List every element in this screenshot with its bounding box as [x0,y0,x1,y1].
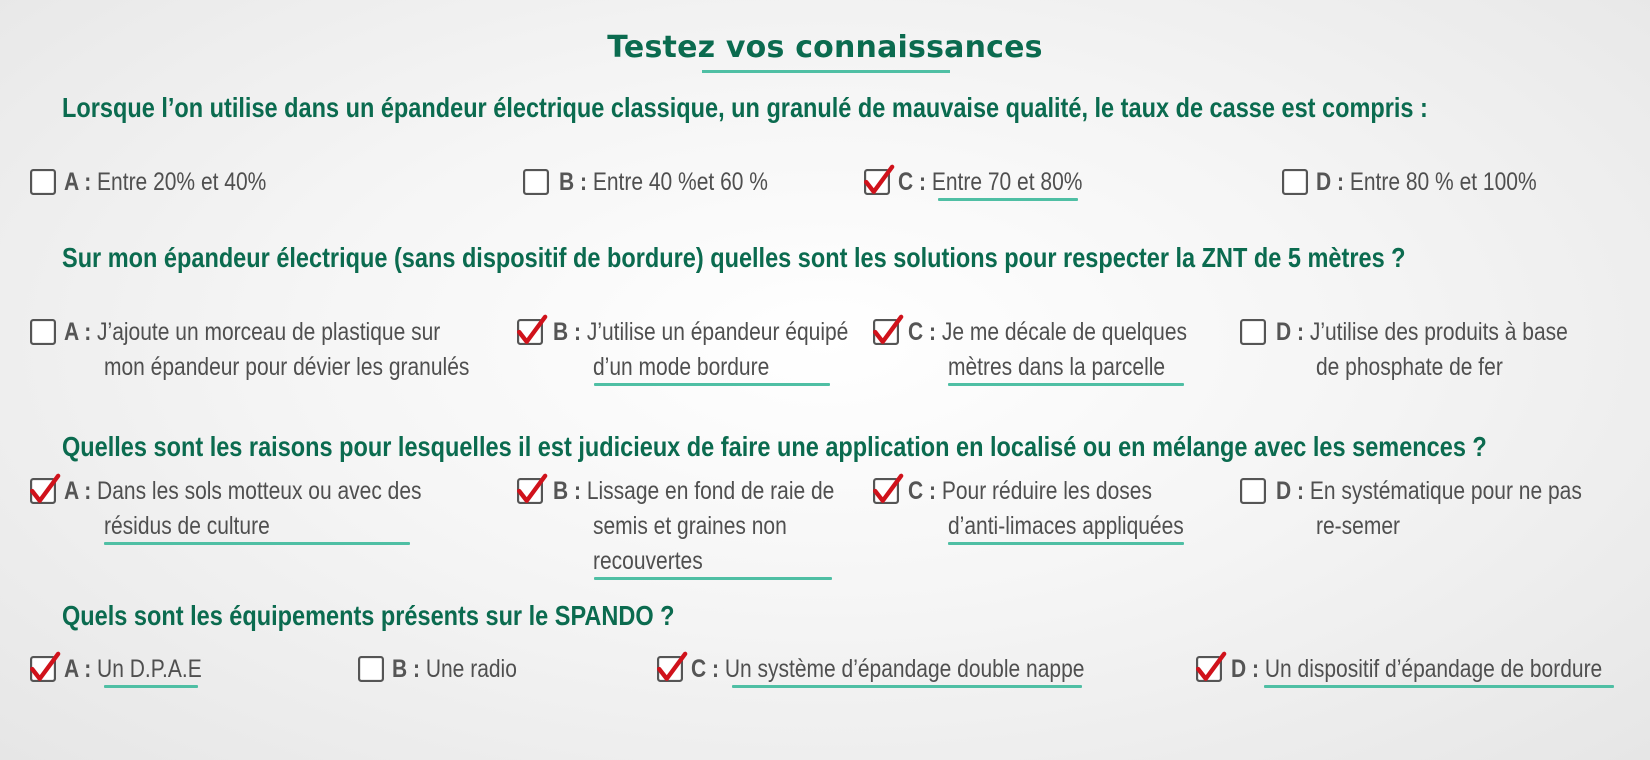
option-text-line: En systématique pour ne pas [1309,477,1582,505]
q3-option-b[interactable] [553,474,834,579]
page-title: Testez vos connaissances [607,30,1043,65]
option-text-line: re-semer [1315,512,1401,540]
option-text-line: mètres dans la parcelle [947,353,1166,381]
question-1-text: Lorsque l’on utilise dans un épandeur électrique classique, un granulé de mauvaise qualité, le taux de casse est compris : [62,92,1428,123]
unchecked-checkbox-icon[interactable] [1240,319,1264,343]
option-letter: D : [1231,655,1265,683]
q1-option-b[interactable] [559,165,768,200]
option-text-line: J’utilise un épandeur équipé [586,318,849,346]
question-3-text: Quelles sont les raisons pour lesquelles il est judicieux de faire une application en localisé ou en mélange avec les semences ? [62,431,1487,462]
q4-option-c[interactable] [691,652,1084,687]
answer-underline [1264,685,1614,688]
option-text-line: de phosphate de fer [1315,353,1503,381]
question-4-text: Quels sont les équipements présents sur le SPANDO ? [62,600,675,631]
q2-option-d[interactable] [1276,315,1568,385]
option-text-line: recouvertes [592,547,703,575]
option-text-line: Pour réduire les doses [941,477,1152,505]
option-letter: A : [64,477,98,505]
option-text-line: Entre 80 % et 100% [1349,168,1537,196]
option-text-line: Un D.P.A.E [97,655,202,683]
option-text-line: d’anti-limaces appliquées [947,512,1184,540]
q3-option-d[interactable] [1276,474,1582,544]
option-letter: B : [553,477,587,505]
unchecked-checkbox-icon[interactable] [30,169,54,193]
option-text-line: semis et graines non [592,512,787,540]
answer-underline [594,577,832,580]
unchecked-checkbox-icon[interactable] [358,656,382,680]
option-letter: C : [908,477,942,505]
answer-underline [948,383,1184,386]
option-text-line: Entre 20% et 40% [97,168,267,196]
unchecked-checkbox-icon[interactable] [523,169,547,193]
checked-checkbox-icon[interactable] [30,478,54,502]
option-text-line: J’ajoute un morceau de plastique sur [97,318,441,346]
q2-option-a[interactable] [64,315,469,385]
q2-option-c[interactable] [908,315,1187,385]
option-letter: C : [691,655,725,683]
checked-checkbox-icon[interactable] [864,169,888,193]
option-letter: A : [64,168,98,196]
option-text-line: Dans les sols motteux ou avec des [97,477,422,505]
answer-underline [104,542,410,545]
option-letter: B : [553,318,587,346]
answer-underline [948,542,1184,545]
question-2-text: Sur mon épandeur électrique (sans dispositif de bordure) quelles sont les solutions pour respecter la ZNT de 5 mètres ? [62,242,1406,273]
q2-option-b[interactable] [553,315,848,385]
answer-underline [104,685,198,688]
option-text-line: d’un mode bordure [592,353,770,381]
option-letter: D : [1276,318,1310,346]
option-text-line: Entre 40 %et 60 % [592,168,768,196]
checked-checkbox-icon[interactable] [30,656,54,680]
option-text-line: résidus de culture [103,512,270,540]
answer-underline [732,685,1082,688]
option-letter: A : [64,318,98,346]
q4-option-b[interactable] [392,652,517,687]
option-letter: B : [392,655,426,683]
q3-option-c[interactable] [908,474,1184,544]
option-text-line: Un dispositif d’épandage de bordure [1264,655,1603,683]
answer-underline [594,383,830,386]
q3-option-a[interactable] [64,474,422,544]
checked-checkbox-icon[interactable] [517,319,541,343]
checked-checkbox-icon[interactable] [1196,656,1220,680]
unchecked-checkbox-icon[interactable] [1282,169,1306,193]
q4-option-a[interactable] [64,652,202,687]
q1-option-d[interactable] [1316,165,1537,200]
checked-checkbox-icon[interactable] [657,656,681,680]
option-letter: C : [898,168,932,196]
option-letter: D : [1276,477,1310,505]
q4-option-d[interactable] [1231,652,1602,687]
option-text-line: Lissage en fond de raie de [586,477,835,505]
q1-option-c[interactable] [898,165,1082,200]
answer-underline [938,198,1078,201]
checked-checkbox-icon[interactable] [873,478,897,502]
title-underline [702,70,950,73]
option-letter: C : [908,318,942,346]
option-text-line: Un système d’épandage double nappe [724,655,1085,683]
checked-checkbox-icon[interactable] [517,478,541,502]
checked-checkbox-icon[interactable] [873,319,897,343]
option-text-line: mon épandeur pour dévier les granulés [103,353,470,381]
option-letter: A : [64,655,98,683]
option-text-line: Une radio [425,655,517,683]
option-text-line: Je me décale de quelques [941,318,1188,346]
unchecked-checkbox-icon[interactable] [1240,478,1264,502]
option-letter: D : [1316,168,1350,196]
option-letter: B : [559,168,593,196]
unchecked-checkbox-icon[interactable] [30,319,54,343]
option-text-line: Entre 70 et 80% [931,168,1083,196]
option-text-line: J’utilise des produits à base [1309,318,1568,346]
q1-option-a[interactable] [64,165,266,200]
